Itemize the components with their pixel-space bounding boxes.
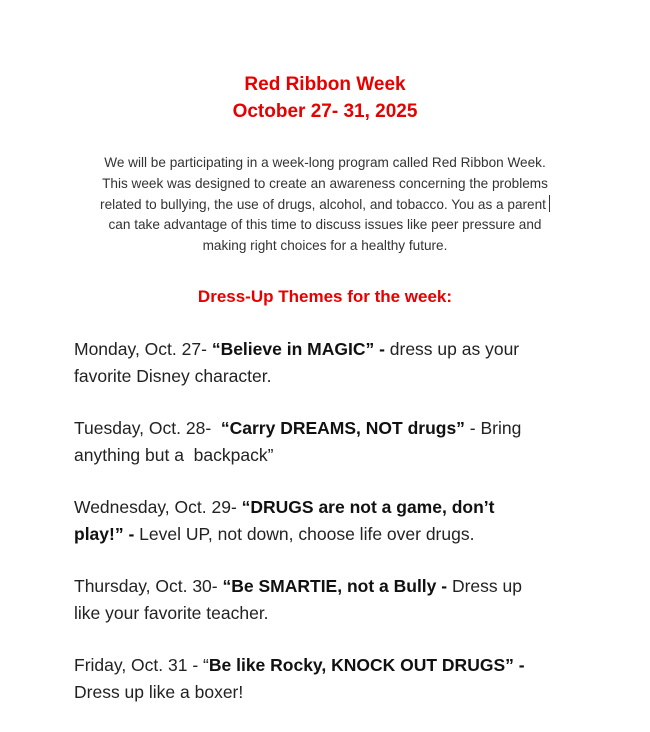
theme-description: Dress up like a boxer!	[74, 682, 244, 702]
theme-separator: -	[230, 497, 242, 517]
intro-line: can take advantage of this time to discuss issues like peer pressure and	[108, 217, 542, 233]
theme-description: anything but a backpack”	[74, 445, 274, 465]
theme-description: Dress up	[447, 576, 522, 596]
event-dates: October 27- 31, 2025	[232, 101, 418, 122]
theme-description: - Bring	[464, 418, 522, 438]
theme-day: Wednesday, Oct. 29	[74, 497, 231, 517]
theme-line	[74, 521, 594, 548]
theme-entry-thursday	[74, 573, 594, 627]
theme-description: Level UP, not down, choose life over drugs.	[134, 524, 475, 544]
theme-line	[74, 494, 594, 521]
theme-line	[74, 652, 594, 679]
theme-name: “Believe in MAGIC” -	[211, 339, 385, 359]
theme-entry-wednesday	[74, 494, 594, 548]
theme-day: Tuesday, Oct. 28	[74, 418, 206, 438]
theme-day: Thursday, Oct. 30	[74, 576, 212, 596]
intro-line	[62, 195, 588, 216]
theme-separator: -	[205, 418, 221, 438]
theme-line	[74, 336, 594, 363]
intro-line: We will be participating in a week-long program called Red Ribbon Week.	[104, 155, 546, 170]
theme-day: Friday, Oct. 31	[74, 655, 188, 675]
theme-name: “DRUGS are not a game, don’t	[241, 497, 495, 517]
theme-name: “Be SMARTIE, not a Bully -	[222, 576, 448, 596]
theme-description: like your favorite teacher.	[74, 603, 269, 623]
theme-description: favorite Disney character.	[74, 366, 272, 386]
theme-separator: -	[201, 339, 212, 359]
theme-name: Be like Rocky, KNOCK OUT DRUGS” -	[208, 655, 525, 675]
theme-description: dress up as your	[384, 339, 520, 359]
theme-line	[74, 573, 594, 600]
intro-paragraph	[62, 153, 588, 257]
theme-entry-friday	[74, 652, 594, 706]
theme-separator: -	[211, 576, 223, 596]
intro-line: making right choices for a healthy future.	[202, 238, 448, 254]
intro-line-text: related to bullying, the use of drugs, alcohol, and tobacco. You as a parent	[100, 196, 546, 212]
intro-line: This week was designed to create an awareness concerning the problems	[102, 175, 548, 191]
theme-line	[74, 415, 594, 442]
theme-entry-monday	[74, 336, 594, 390]
theme-name-continued: play!” -	[74, 524, 135, 544]
themes-heading: Dress-Up Themes for the week:	[197, 287, 453, 306]
text-cursor	[549, 195, 550, 212]
theme-separator: - “	[187, 655, 209, 675]
theme-entry-tuesday	[74, 415, 594, 469]
theme-day: Monday, Oct. 27	[74, 339, 202, 359]
page-title: Red Ribbon Week	[244, 74, 406, 95]
theme-name: “Carry DREAMS, NOT drugs”	[220, 418, 465, 438]
